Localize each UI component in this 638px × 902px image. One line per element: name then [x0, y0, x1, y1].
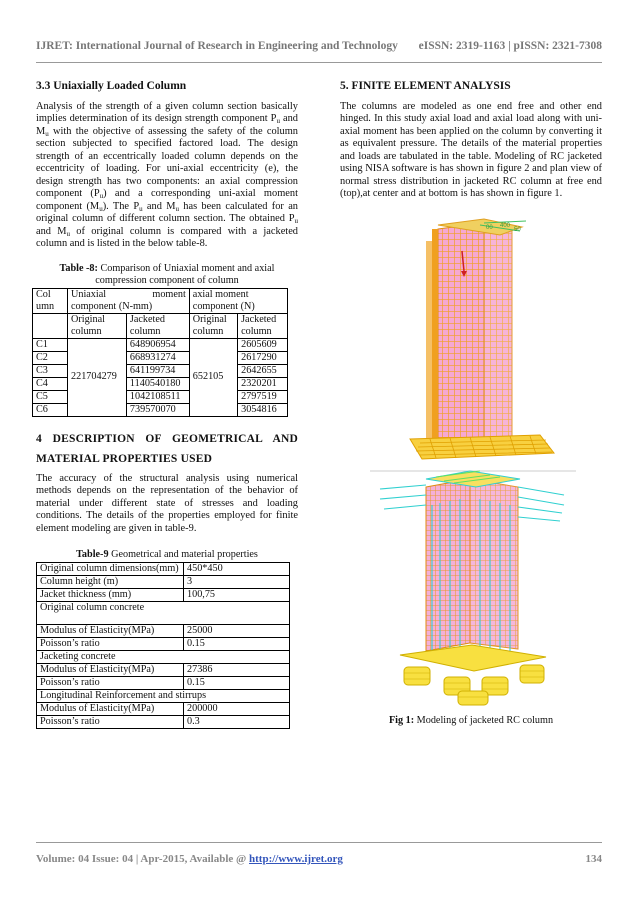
table-cell-property: Longitudinal Reinforcement and stirrups — [37, 689, 290, 702]
table-cell-column: C4 — [33, 377, 68, 390]
table-cell-property: Modulus of Elasticity(MPa) — [37, 663, 184, 676]
section-5-paragraph: The columns are modeled as one end free and other end hinged. In this study axial load and axial load along with uni-axial moment has been applied on the column by converting it as equivalent pressure. The details of the material properties and loads are tabulated in the table. Modeling of RC jacketed using NISA software is has shown in figure 2 and plan view of normal stress distribution in jacketed RC column at free end (top),at center and at bottom is has shown in figure 1. — [340, 100, 602, 199]
table-row — [37, 702, 290, 715]
figure-1-mesh-image — [340, 215, 602, 715]
section-3-3-paragraph: Analysis of the strength of a given column section basically implies determination of its design strength component $P_u$ and $M_u$ with the objective of assessing the safety of the column section subjected to specified factored load. The design strength of an eccentrically loaded column depends on the eccentricity of loading. For uni-axial eccentricity (e), the design strength has two components: an axial compression component $(P_u)$ and a corresponding uni-axial moment component $(M_u)$. The $P_u$ and $M_u$ has been calculated for an original column of different column section. The obtained $P_u$ and $M_u$ of original column is compared with a jacketed column and is listed in the below table-8. — [36, 100, 299, 249]
figure-1 — [340, 215, 602, 715]
table-cell-column: C3 — [33, 364, 68, 377]
table-cell-axial-jacketed: 2797519 — [238, 390, 288, 403]
table-cell-value: 25000 — [184, 624, 290, 637]
table-cell-property: Original column dimensions(mm) — [37, 562, 184, 575]
table-cell-axial-jacketed: 3054816 — [238, 403, 288, 416]
svg-text:400: 400 — [500, 222, 511, 229]
table-cell-value: 0.15 — [184, 676, 290, 689]
table-cell-property: Original column concrete — [37, 601, 290, 624]
section-4-title: 4 DESCRIPTION OF GEOMETRICAL AND MATERIAL PROPERTIES USED — [36, 432, 298, 465]
table-cell-value: 27386 — [184, 663, 290, 676]
svg-text:00: 00 — [486, 224, 493, 231]
table-8-header-moment: Uniaxial moment component (N-mm) — [68, 288, 190, 313]
column-model-3d — [410, 219, 554, 459]
table-cell-moment-jacketed: 1140540180 — [126, 377, 189, 390]
table-8 — [32, 288, 288, 417]
table-8-header-original: Original column — [68, 313, 127, 338]
table-cell-axial-original: 652105 — [189, 338, 237, 416]
table-cell-column: C1 — [33, 338, 68, 351]
section-4-paragraph: The accuracy of the structural analysis using numerical methods depends on the representation of the behavior of material under different state of stresses and loading conditions. The details of the properties employed for finite element modeling are given in table-9. — [36, 472, 298, 534]
table-row — [37, 676, 290, 689]
table-cell-moment-jacketed: 648906954 — [126, 338, 189, 351]
table-cell-value: 450*450 — [184, 562, 290, 575]
table-cell-moment-jacketed: 641199734 — [126, 364, 189, 377]
table-8-header-axial: axial moment component (N) — [189, 288, 287, 313]
table-cell-axial-jacketed: 2642655 — [238, 364, 288, 377]
left-column — [36, 76, 298, 729]
table-cell-value: 200000 — [184, 702, 290, 715]
table-cell-property: Jacketing concrete — [37, 650, 290, 663]
table-cell-property: Modulus of Elasticity(MPa) — [37, 702, 184, 715]
base-plate-plan — [400, 645, 546, 705]
table-8-header-original: Original column — [189, 313, 237, 338]
table-cell-property: Poisson’s ratio — [37, 637, 184, 650]
table-8-header-jacketed: Jacketed column — [126, 313, 189, 338]
table-row — [37, 562, 290, 575]
table-9-caption: Table-9 Geometrical and material properties — [76, 549, 258, 560]
table-row — [33, 338, 288, 351]
table-8-caption: Table -8: Comparison of Uniaxial moment and axial compression component of column — [59, 262, 275, 286]
page-footer — [36, 853, 602, 865]
table-cell-property: Modulus of Elasticity(MPa) — [37, 624, 184, 637]
table-cell-column: C5 — [33, 390, 68, 403]
table-row — [37, 575, 290, 588]
table-cell-property: Jacket thickness (mm) — [37, 588, 184, 601]
table-row — [37, 650, 290, 663]
table-cell-property: Poisson’s ratio — [37, 715, 184, 728]
table-9 — [36, 562, 290, 729]
table-cell-axial-jacketed: 2605609 — [238, 338, 288, 351]
table-row — [37, 715, 290, 728]
table-cell-property: Column height (m) — [37, 575, 184, 588]
table-cell-moment-jacketed: 739570070 — [126, 403, 189, 416]
table-row — [37, 624, 290, 637]
issn: eISSN: 2319-1163 | pISSN: 2321-7308 — [418, 40, 602, 52]
table-cell-value: 0.3 — [184, 715, 290, 728]
right-column — [340, 76, 602, 727]
table-row — [37, 663, 290, 676]
table-row — [37, 689, 290, 702]
section-3-3-title: 3.3 Uniaxially Loaded Column — [36, 80, 187, 92]
table-cell-axial-jacketed: 2617290 — [238, 351, 288, 364]
figure-1-caption: Fig 1: Modeling of jacketed RC column — [388, 714, 554, 726]
section-5-title: 5. FINITE ELEMENT ANALYSIS — [340, 80, 511, 92]
table-8-header-column: Col umn — [33, 288, 68, 313]
journal-link[interactable]: http://www.ijret.org — [249, 853, 343, 865]
table-cell-axial-jacketed: 2320201 — [238, 377, 288, 390]
journal-name: IJRET: International Journal of Research in Engineering and Technology — [36, 40, 398, 52]
table-cell-value: 0.15 — [184, 637, 290, 650]
table-cell-column: C2 — [33, 351, 68, 364]
column-model-3d-detailed — [380, 471, 564, 705]
table-row — [37, 637, 290, 650]
table-cell-moment-original: 221704279 — [68, 338, 127, 416]
table-row — [37, 588, 290, 601]
table-cell-value: 100,75 — [184, 588, 290, 601]
table-row — [37, 601, 290, 624]
table-cell-moment-jacketed: 1042108511 — [126, 390, 189, 403]
header-rule — [36, 62, 602, 63]
footer-volume: Volume: 04 Issue: 04 | Apr-2015, Available @ http://www.ijret.org — [36, 853, 343, 865]
table-cell-property: Poisson’s ratio — [37, 676, 184, 689]
table-8-body — [33, 338, 288, 416]
footer-rule — [36, 842, 602, 843]
table-cell-value: 3 — [184, 575, 290, 588]
page-header — [36, 40, 602, 52]
page-number: 134 — [585, 853, 602, 865]
svg-text:50: 50 — [514, 226, 521, 233]
table-cell-moment-jacketed: 668931274 — [126, 351, 189, 364]
table-8-header-jacketed: Jacketed column — [238, 313, 288, 338]
table-cell-column: C6 — [33, 403, 68, 416]
